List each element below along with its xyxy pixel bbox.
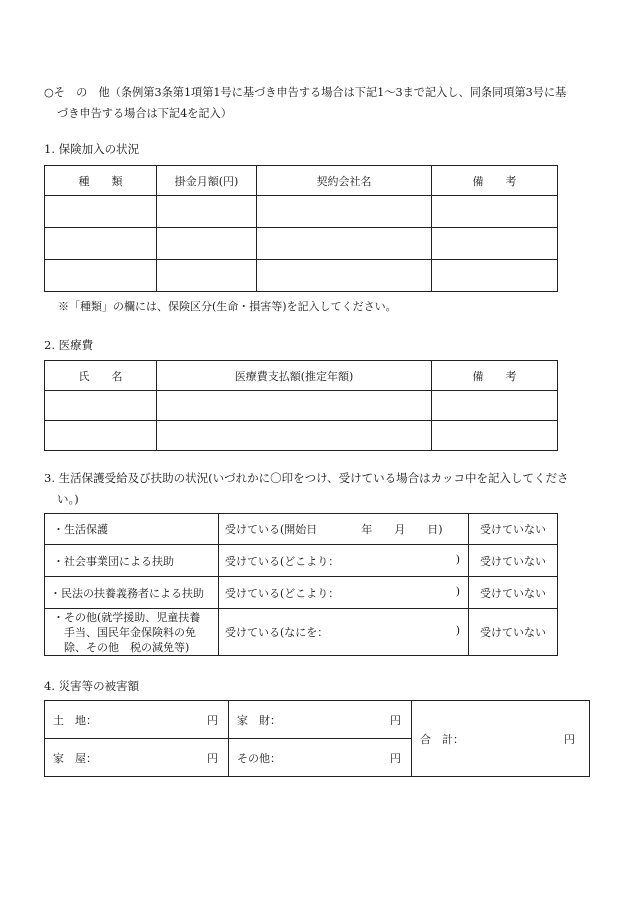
- other-cell[interactable]: [229, 739, 412, 777]
- input-cell[interactable]: [432, 391, 558, 421]
- table-row: [45, 577, 558, 609]
- input-cell[interactable]: [432, 196, 558, 228]
- not-received-option[interactable]: 受けていない: [469, 609, 558, 656]
- received-option[interactable]: [219, 545, 469, 577]
- header-company: 契約会社名: [257, 166, 432, 196]
- section3-title-line-1: 3. 生活保護受給及び扶助の状況(いづれかに〇印をつけ、受けている場合はカッコ中を記入してくださ: [44, 471, 569, 485]
- input-cell[interactable]: [157, 196, 257, 228]
- welfare-label: ・生活保護: [45, 514, 219, 545]
- yen-label: 円: [390, 751, 401, 765]
- intro-line-2: づき申告する場合は下記4を記入）: [57, 107, 232, 120]
- input-cell[interactable]: [45, 260, 157, 292]
- insurance-header-row: [45, 166, 558, 196]
- furniture-cell[interactable]: [229, 701, 412, 739]
- input-cell[interactable]: [157, 260, 257, 292]
- yen-label: 円: [207, 751, 218, 765]
- received-text: 受けている(どこより：: [225, 554, 340, 568]
- yen-label: 円: [564, 732, 575, 746]
- yen-label: 円: [207, 713, 218, 727]
- intro-line-1: ○そ の 他（条例第3条第1項第1号に基づき申告する場合は下記1～3まで記入し、同条同項第3号に基: [44, 86, 567, 99]
- table-row: [45, 609, 558, 656]
- land-cell[interactable]: [45, 701, 229, 739]
- input-cell[interactable]: [157, 228, 257, 260]
- input-cell[interactable]: [45, 391, 157, 421]
- not-received-option[interactable]: 受けていない: [469, 545, 558, 577]
- intro-text: [44, 82, 594, 124]
- section3-title-line-2: い。): [57, 492, 79, 506]
- received-option[interactable]: [219, 577, 469, 609]
- input-cell[interactable]: [432, 260, 558, 292]
- input-cell[interactable]: [432, 228, 558, 260]
- damage-table: [44, 700, 590, 777]
- section4-title: 4. 災害等の被害額: [44, 679, 140, 693]
- table-row: [45, 260, 558, 292]
- input-cell[interactable]: [45, 196, 157, 228]
- medical-table: [44, 360, 558, 451]
- insurance-note: ※「種類」の欄には、保険区分(生命・損害等)を記入してください。: [58, 300, 397, 313]
- other-label: その他：: [237, 751, 281, 765]
- input-cell[interactable]: [45, 228, 157, 260]
- label-line: 除、その他 税の減免等): [64, 640, 190, 654]
- close-paren: ): [455, 552, 460, 566]
- input-cell[interactable]: [257, 196, 432, 228]
- section1-title: 1. 保険加入の状況: [44, 142, 140, 156]
- table-row: [45, 701, 590, 739]
- close-paren: ): [455, 624, 460, 637]
- section3-title: [44, 468, 592, 510]
- insurance-table: [44, 165, 558, 292]
- house-cell[interactable]: [45, 739, 229, 777]
- table-row: [45, 421, 558, 451]
- label-line: 手当、国民年金保険料の免: [64, 625, 196, 639]
- close-paren: ): [455, 584, 460, 598]
- received-text: 受けている(なにを：: [225, 626, 329, 639]
- furniture-label: 家 財：: [237, 713, 281, 727]
- header-name: 氏 名: [45, 361, 157, 391]
- table-row: [45, 545, 558, 577]
- received-text: 受けている(どこより：: [225, 586, 340, 600]
- input-cell[interactable]: [257, 228, 432, 260]
- input-cell[interactable]: [45, 421, 157, 451]
- table-row: [45, 228, 558, 260]
- table-row: [45, 514, 558, 545]
- header-type: 種 類: [45, 166, 157, 196]
- header-monthly-premium: 掛金月額(円): [157, 166, 257, 196]
- welfare-label: [45, 609, 219, 656]
- header-remarks: 備 考: [432, 361, 558, 391]
- welfare-label: ・社会事業団による扶助: [45, 545, 219, 577]
- total-cell[interactable]: [412, 701, 590, 777]
- input-cell[interactable]: [157, 391, 432, 421]
- received-option[interactable]: [219, 514, 469, 545]
- input-cell[interactable]: [257, 260, 432, 292]
- total-label: 合 計：: [420, 732, 464, 746]
- not-received-option[interactable]: 受けていない: [469, 577, 558, 609]
- yen-label: 円: [390, 713, 401, 727]
- medical-header-row: [45, 361, 558, 391]
- land-label: 土 地：: [53, 713, 97, 727]
- section2-title: 2. 医療費: [44, 338, 94, 352]
- input-cell[interactable]: [157, 421, 432, 451]
- input-cell[interactable]: [432, 421, 558, 451]
- header-remarks: 備 考: [432, 166, 558, 196]
- table-row: [45, 391, 558, 421]
- table-row: [45, 196, 558, 228]
- welfare-table: [44, 513, 558, 656]
- received-text: 受けている(開始日 年 月 日): [225, 523, 443, 536]
- label-line: ・その他(就学援助、児童扶養: [53, 610, 201, 624]
- not-received-option[interactable]: 受けていない: [469, 514, 558, 545]
- house-label: 家 屋：: [53, 751, 97, 765]
- header-medical-expense: 医療費支払額(推定年額): [157, 361, 432, 391]
- welfare-label: ・民法の扶養義務者による扶助: [45, 577, 219, 609]
- received-option[interactable]: [219, 609, 469, 656]
